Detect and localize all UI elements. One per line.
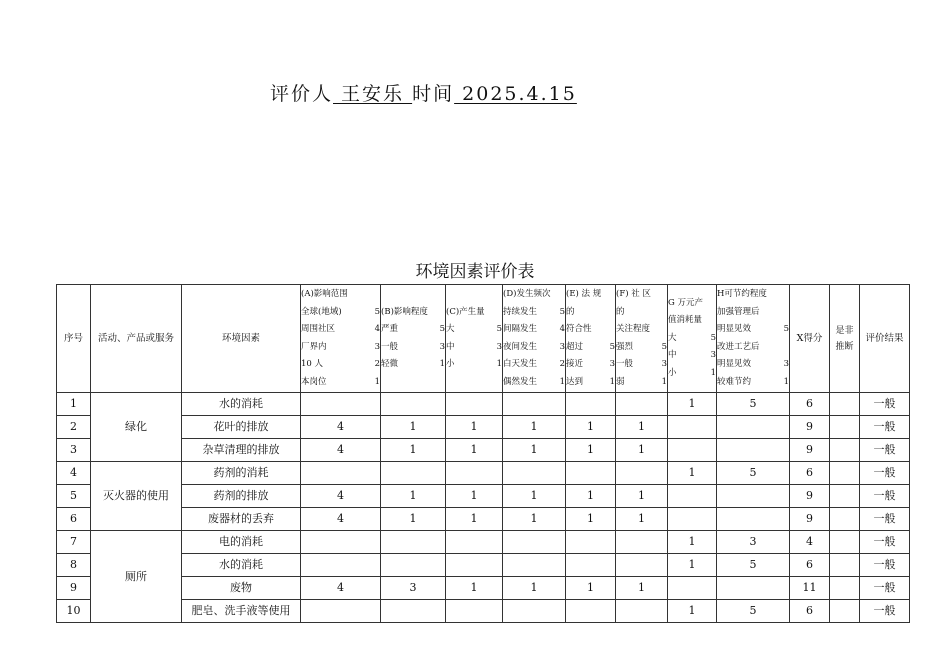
criteria-label: 中: [668, 350, 677, 361]
score-cell-d: [503, 462, 566, 485]
factor-cell: 药剂的排放: [182, 485, 301, 508]
col-header-criteria-h: [717, 285, 790, 393]
criteria-line: [616, 321, 667, 339]
seq-cell: 5: [57, 485, 91, 508]
criteria-line: [616, 356, 667, 374]
criteria-score: 5: [559, 306, 565, 317]
score-cell-g: 1: [668, 462, 717, 485]
score-cell-g: 1: [668, 600, 717, 623]
score-cell-a: 4: [301, 416, 381, 439]
criteria-label: 关注程度: [616, 324, 651, 334]
x-score-cell: 9: [790, 416, 830, 439]
table-row: [57, 485, 910, 508]
score-cell-c: [446, 393, 503, 416]
result-cell: 一般: [860, 554, 910, 577]
score-cell-h: [717, 577, 790, 600]
score-cell-d: 1: [503, 416, 566, 439]
seq-cell: 7: [57, 531, 91, 554]
criteria-line: [717, 286, 789, 304]
result-cell: 一般: [860, 462, 910, 485]
criteria-label: 小: [446, 359, 455, 369]
judge-cell: [830, 554, 860, 577]
criteria-label: 加强管理后: [717, 306, 760, 317]
x-score-cell: 11: [790, 577, 830, 600]
criteria-line: [668, 365, 716, 383]
criteria-line: [446, 339, 502, 357]
factor-cell: 废物: [182, 577, 301, 600]
score-cell-b: [381, 531, 446, 554]
criteria-label: 符合性: [566, 324, 592, 334]
score-cell-b: [381, 554, 446, 577]
score-cell-g: [668, 439, 717, 462]
col-header-x-score: X得分: [790, 285, 830, 393]
criteria-score: 5: [661, 341, 667, 352]
score-cell-g: [668, 485, 717, 508]
score-cell-a: [301, 554, 381, 577]
criteria-line: [381, 321, 445, 339]
seq-cell: 9: [57, 577, 91, 600]
x-score-cell: 4: [790, 531, 830, 554]
criteria-line: [717, 356, 789, 374]
score-cell-e: 1: [566, 416, 616, 439]
x-score-cell: 9: [790, 508, 830, 531]
score-cell-b: 1: [381, 485, 446, 508]
score-cell-g: 1: [668, 393, 717, 416]
score-cell-h: [717, 508, 790, 531]
result-cell: 一般: [860, 531, 910, 554]
seq-cell: 10: [57, 600, 91, 623]
criteria-score: 3: [609, 359, 615, 369]
score-cell-e: 1: [566, 439, 616, 462]
criteria-line: [446, 321, 502, 339]
criteria-label: 明显见效: [717, 359, 752, 369]
score-cell-d: [503, 600, 566, 623]
criteria-line: [668, 330, 716, 348]
factor-cell: 废器材的丢弃: [182, 508, 301, 531]
score-cell-b: 1: [381, 508, 446, 531]
criteria-label: 小: [668, 367, 677, 378]
score-cell-a: [301, 462, 381, 485]
criteria-line: [301, 286, 380, 304]
criteria-score: 4: [559, 324, 565, 334]
factor-cell: 水的消耗: [182, 554, 301, 577]
col-header-activity: 活动、产品或服务: [91, 285, 182, 393]
x-score-cell: 6: [790, 600, 830, 623]
result-cell: 一般: [860, 439, 910, 462]
criteria-score: 3: [710, 350, 716, 361]
criteria-label: 厂界内: [301, 341, 327, 352]
evaluator-name: 王安乐: [333, 83, 413, 105]
criteria-score: 3: [496, 341, 502, 352]
criteria-score: 1: [559, 376, 565, 387]
score-cell-f: [616, 462, 668, 485]
score-cell-g: [668, 416, 717, 439]
criteria-label: 大: [446, 324, 455, 334]
criteria-label: 全球(地域): [301, 306, 342, 317]
criteria-label: (A)影响范围: [301, 289, 348, 299]
score-cell-d: 1: [503, 485, 566, 508]
x-score-cell: 6: [790, 462, 830, 485]
score-cell-a: 4: [301, 577, 381, 600]
judge-cell: [830, 439, 860, 462]
score-cell-f: 1: [616, 508, 668, 531]
score-cell-e: [566, 462, 616, 485]
score-cell-e: [566, 531, 616, 554]
result-cell: 一般: [860, 600, 910, 623]
score-cell-g: 1: [668, 554, 717, 577]
criteria-line: [668, 347, 716, 365]
criteria-label: 弱: [616, 376, 625, 387]
score-cell-f: [616, 393, 668, 416]
criteria-label: 偶然发生: [503, 376, 538, 387]
activity-cell: 灭火器的使用: [91, 462, 182, 531]
criteria-label: (C)产生量: [446, 306, 485, 317]
criteria-line: [668, 312, 716, 330]
x-score-cell: 9: [790, 485, 830, 508]
col-header-result: 评价结果: [860, 285, 910, 393]
seq-cell: 1: [57, 393, 91, 416]
col-header-is-significant: 是非推断: [830, 285, 860, 393]
criteria-score: 5: [609, 341, 615, 352]
criteria-score: 2: [559, 359, 565, 369]
criteria-score: 1: [661, 376, 667, 387]
score-cell-c: [446, 462, 503, 485]
score-cell-b: 3: [381, 577, 446, 600]
judge-cell: [830, 485, 860, 508]
criteria-score: 3: [783, 359, 789, 369]
factor-cell: 电的消耗: [182, 531, 301, 554]
criteria-line: [503, 339, 565, 357]
criteria-label: 大: [668, 332, 677, 343]
score-cell-b: 1: [381, 439, 446, 462]
criteria-label: 一般: [381, 341, 399, 352]
criteria-line: [301, 339, 380, 357]
score-cell-c: 1: [446, 577, 503, 600]
criteria-line: [717, 374, 789, 392]
criteria-score: 1: [496, 359, 502, 369]
criteria-label: 夜间发生: [503, 341, 538, 352]
factor-cell: 杂草清理的排放: [182, 439, 301, 462]
criteria-line: [301, 374, 380, 392]
col-header-criteria-e: [566, 285, 616, 393]
score-cell-e: 1: [566, 485, 616, 508]
score-cell-g: 1: [668, 531, 717, 554]
criteria-label: 严重: [381, 324, 399, 334]
score-cell-e: [566, 393, 616, 416]
result-cell: 一般: [860, 485, 910, 508]
factor-cell: 花叶的排放: [182, 416, 301, 439]
score-cell-h: [717, 485, 790, 508]
judge-cell: [830, 416, 860, 439]
criteria-score: 1: [439, 359, 445, 369]
score-cell-d: [503, 554, 566, 577]
criteria-score: 1: [374, 376, 380, 387]
criteria-line: [566, 321, 615, 339]
criteria-line: [446, 304, 502, 322]
score-cell-c: 1: [446, 416, 503, 439]
score-cell-e: [566, 554, 616, 577]
criteria-label: 10 人: [301, 359, 324, 369]
score-cell-a: 4: [301, 485, 381, 508]
criteria-score: 5: [710, 332, 716, 343]
criteria-label: 的: [616, 306, 625, 317]
score-cell-h: 5: [717, 462, 790, 485]
score-cell-f: [616, 600, 668, 623]
score-cell-d: [503, 393, 566, 416]
criteria-label: 明显见效: [717, 324, 752, 334]
criteria-label: 的: [566, 306, 575, 317]
criteria-line: [503, 356, 565, 374]
result-cell: 一般: [860, 393, 910, 416]
score-cell-d: 1: [503, 508, 566, 531]
x-score-cell: 9: [790, 439, 830, 462]
criteria-line: [503, 321, 565, 339]
criteria-label: 接近: [566, 359, 584, 369]
table-row: [57, 508, 910, 531]
score-cell-h: 5: [717, 393, 790, 416]
table-body: [57, 393, 910, 623]
score-cell-c: [446, 554, 503, 577]
criteria-label: (F) 社 区: [616, 289, 651, 299]
col-header-criteria-g: [668, 285, 717, 393]
time-value: 2025.4.15: [454, 83, 577, 105]
criteria-score: 5: [439, 324, 445, 334]
criteria-label: 值消耗量: [668, 315, 703, 326]
factor-cell: 水的消耗: [182, 393, 301, 416]
criteria-line: [503, 286, 565, 304]
score-cell-d: 1: [503, 439, 566, 462]
criteria-score: 5: [496, 324, 502, 334]
table-row: [57, 600, 910, 623]
seq-cell: 6: [57, 508, 91, 531]
criteria-label: 本岗位: [301, 376, 327, 387]
activity-cell: 厕所: [91, 531, 182, 623]
score-cell-f: [616, 531, 668, 554]
score-cell-e: [566, 600, 616, 623]
score-cell-e: 1: [566, 577, 616, 600]
score-cell-g: [668, 577, 717, 600]
result-cell: 一般: [860, 577, 910, 600]
table-header-row: [57, 285, 910, 393]
time-label: 时间: [412, 83, 455, 105]
criteria-label: G 万元产: [668, 297, 703, 308]
score-cell-c: 1: [446, 439, 503, 462]
criteria-score: 5: [783, 324, 789, 334]
evaluation-header: [270, 79, 577, 106]
criteria-label: 间隔发生: [503, 324, 538, 334]
criteria-label: 中: [446, 341, 455, 352]
criteria-score: 3: [374, 341, 380, 352]
score-cell-f: 1: [616, 439, 668, 462]
score-cell-a: [301, 531, 381, 554]
judge-cell: [830, 600, 860, 623]
score-cell-c: 1: [446, 508, 503, 531]
factor-cell: 药剂的消耗: [182, 462, 301, 485]
score-cell-b: [381, 462, 446, 485]
table-row: [57, 577, 910, 600]
score-cell-b: [381, 393, 446, 416]
judge-cell: [830, 577, 860, 600]
col-header-criteria-c: [446, 285, 503, 393]
factor-cell: 肥皂、洗手液等使用: [182, 600, 301, 623]
judge-cell: [830, 393, 860, 416]
evaluator-label: 评价人: [270, 83, 334, 105]
score-cell-c: [446, 600, 503, 623]
score-cell-h: [717, 416, 790, 439]
criteria-score: 3: [439, 341, 445, 352]
score-cell-f: 1: [616, 577, 668, 600]
score-cell-h: 5: [717, 554, 790, 577]
criteria-line: [566, 286, 615, 304]
criteria-line: [616, 339, 667, 357]
criteria-label: 白天发生: [503, 359, 538, 369]
score-cell-f: 1: [616, 416, 668, 439]
score-cell-a: 4: [301, 508, 381, 531]
result-cell: 一般: [860, 416, 910, 439]
criteria-score: 1: [710, 367, 716, 378]
score-cell-f: 1: [616, 485, 668, 508]
evaluation-table: [56, 284, 910, 623]
score-cell-h: [717, 439, 790, 462]
criteria-line: [301, 356, 380, 374]
score-cell-e: 1: [566, 508, 616, 531]
criteria-line: [503, 374, 565, 392]
criteria-line: [446, 356, 502, 374]
criteria-line: [616, 304, 667, 322]
table-row: [57, 439, 910, 462]
criteria-line: [566, 356, 615, 374]
seq-cell: 3: [57, 439, 91, 462]
criteria-score: 1: [783, 376, 789, 387]
criteria-label: 达到: [566, 376, 584, 387]
criteria-label: (D)发生频次: [503, 289, 551, 299]
col-header-seq: 序号: [57, 285, 91, 393]
criteria-line: [717, 304, 789, 322]
score-cell-h: 5: [717, 600, 790, 623]
criteria-line: [566, 304, 615, 322]
criteria-line: [566, 339, 615, 357]
score-cell-f: [616, 554, 668, 577]
judge-cell: [830, 508, 860, 531]
score-cell-g: [668, 508, 717, 531]
criteria-line: [503, 304, 565, 322]
score-cell-a: 4: [301, 439, 381, 462]
seq-cell: 2: [57, 416, 91, 439]
criteria-label: 较难节约: [717, 376, 752, 387]
criteria-line: [301, 321, 380, 339]
criteria-line: [301, 304, 380, 322]
col-header-criteria-f: [616, 285, 668, 393]
x-score-cell: 6: [790, 393, 830, 416]
criteria-label: (E) 法 规: [566, 289, 602, 299]
table-row: [57, 531, 910, 554]
criteria-line: [381, 356, 445, 374]
criteria-line: [717, 321, 789, 339]
criteria-line: [616, 374, 667, 392]
criteria-line: [717, 339, 789, 357]
criteria-label: 一般: [616, 359, 634, 369]
score-cell-a: [301, 393, 381, 416]
seq-cell: 8: [57, 554, 91, 577]
col-header-criteria-a: [301, 285, 381, 393]
score-cell-h: 3: [717, 531, 790, 554]
judge-cell: [830, 462, 860, 485]
seq-cell: 4: [57, 462, 91, 485]
criteria-label: 超过: [566, 341, 584, 352]
criteria-line: [668, 295, 716, 313]
score-cell-d: 1: [503, 577, 566, 600]
criteria-label: 强烈: [616, 341, 634, 352]
criteria-line: [566, 374, 615, 392]
judge-cell: [830, 531, 860, 554]
criteria-label: H可节约程度: [717, 289, 767, 299]
criteria-label: (B)影响程度: [381, 306, 428, 317]
table-row: [57, 416, 910, 439]
table-row: [57, 393, 910, 416]
criteria-score: 1: [609, 376, 615, 387]
col-header-criteria-b: [381, 285, 446, 393]
document-title: 环境因素评价表: [415, 262, 535, 282]
score-cell-b: [381, 600, 446, 623]
score-cell-b: 1: [381, 416, 446, 439]
criteria-label: 持续发生: [503, 306, 538, 317]
score-cell-d: [503, 531, 566, 554]
criteria-score: 2: [374, 359, 380, 369]
col-header-criteria-d: [503, 285, 566, 393]
table-row: [57, 462, 910, 485]
score-cell-c: 1: [446, 485, 503, 508]
col-header-factor: 环境因素: [182, 285, 301, 393]
criteria-line: [616, 286, 667, 304]
criteria-score: 4: [374, 324, 380, 334]
criteria-label: 改进工艺后: [717, 341, 760, 352]
score-cell-c: [446, 531, 503, 554]
x-score-cell: 6: [790, 554, 830, 577]
criteria-score: 3: [661, 359, 667, 369]
criteria-label: 轻微: [381, 359, 399, 369]
criteria-score: 3: [559, 341, 565, 352]
criteria-line: [381, 304, 445, 322]
table-row: [57, 554, 910, 577]
score-cell-a: [301, 600, 381, 623]
criteria-line: [381, 339, 445, 357]
activity-cell: 绿化: [91, 393, 182, 462]
result-cell: 一般: [860, 508, 910, 531]
criteria-score: 5: [374, 306, 380, 317]
criteria-label: 周围社区: [301, 324, 336, 334]
